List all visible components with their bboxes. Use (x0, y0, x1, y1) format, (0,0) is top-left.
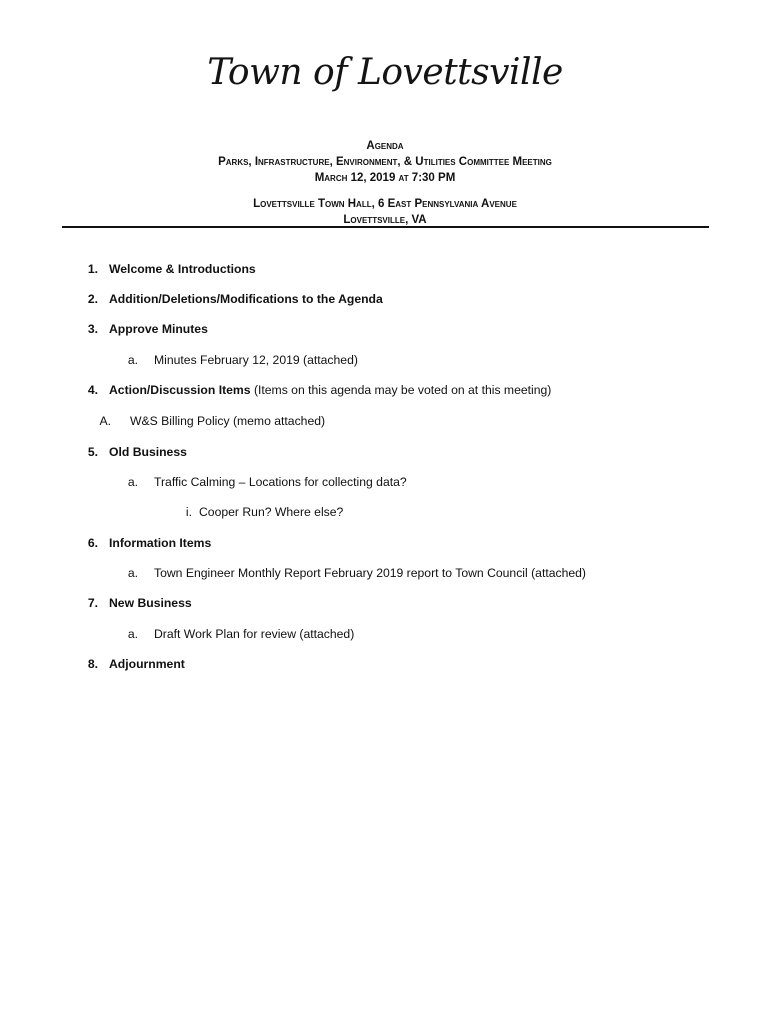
item-text: Draft Work Plan for review (attached) (154, 627, 355, 641)
item-text: Old Business (109, 445, 187, 459)
item-number: 6. (87, 536, 98, 550)
item-text: Approve Minutes (109, 322, 208, 336)
item-text: Traffic Calming – Locations for collecting data? (154, 475, 407, 489)
item-number: a. (127, 627, 138, 641)
item-text: Welcome & Introductions (109, 262, 256, 276)
item-number: i. (185, 505, 192, 519)
item-note: (Items on this agenda may be voted on at this meeting) (253, 383, 552, 397)
item-number: a. (127, 475, 138, 489)
item-text: Cooper Run? Where else? (199, 505, 344, 519)
town-logo: Town of Lovettsville (207, 52, 563, 93)
item-text: Adjournment (109, 657, 185, 671)
item-number: a. (127, 566, 138, 580)
item-text: New Business (109, 596, 192, 610)
item-text: Minutes February 12, 2019 (attached) (154, 353, 358, 367)
meeting-city: Lovettsville, VA (343, 214, 427, 226)
item-number: 3. (87, 322, 98, 336)
header-divider (62, 226, 709, 228)
item-number: a. (127, 353, 138, 367)
agenda-header (0, 138, 770, 228)
agenda-title: Agenda (366, 140, 404, 152)
item-number: 1. (87, 262, 98, 276)
item-number: 2. (87, 292, 98, 306)
item-text: Addition/Deletions/Modifications to the Agenda (109, 292, 383, 306)
item-number: 4. (87, 383, 98, 397)
item-text: Town Engineer Monthly Report February 2019 report to Town Council (attached) (154, 566, 586, 580)
committee-name: Parks, Infrastructure, Environment, & Utilities Committee Meeting (218, 156, 552, 168)
item-number: 7. (87, 596, 98, 610)
item-number: 5. (87, 445, 98, 459)
item-number: 8. (87, 657, 98, 671)
meeting-datetime: March 12, 2019 at 7:30 PM (314, 172, 456, 184)
meeting-location: Lovettsville Town Hall, 6 East Pennsylvania Avenue (253, 198, 517, 210)
item-text: Information Items (109, 536, 212, 550)
item-number: A. (99, 414, 111, 428)
item-title: Action/Discussion Items (109, 383, 251, 397)
item-text (109, 383, 551, 397)
item-text: W&S Billing Policy (memo attached) (130, 414, 326, 428)
